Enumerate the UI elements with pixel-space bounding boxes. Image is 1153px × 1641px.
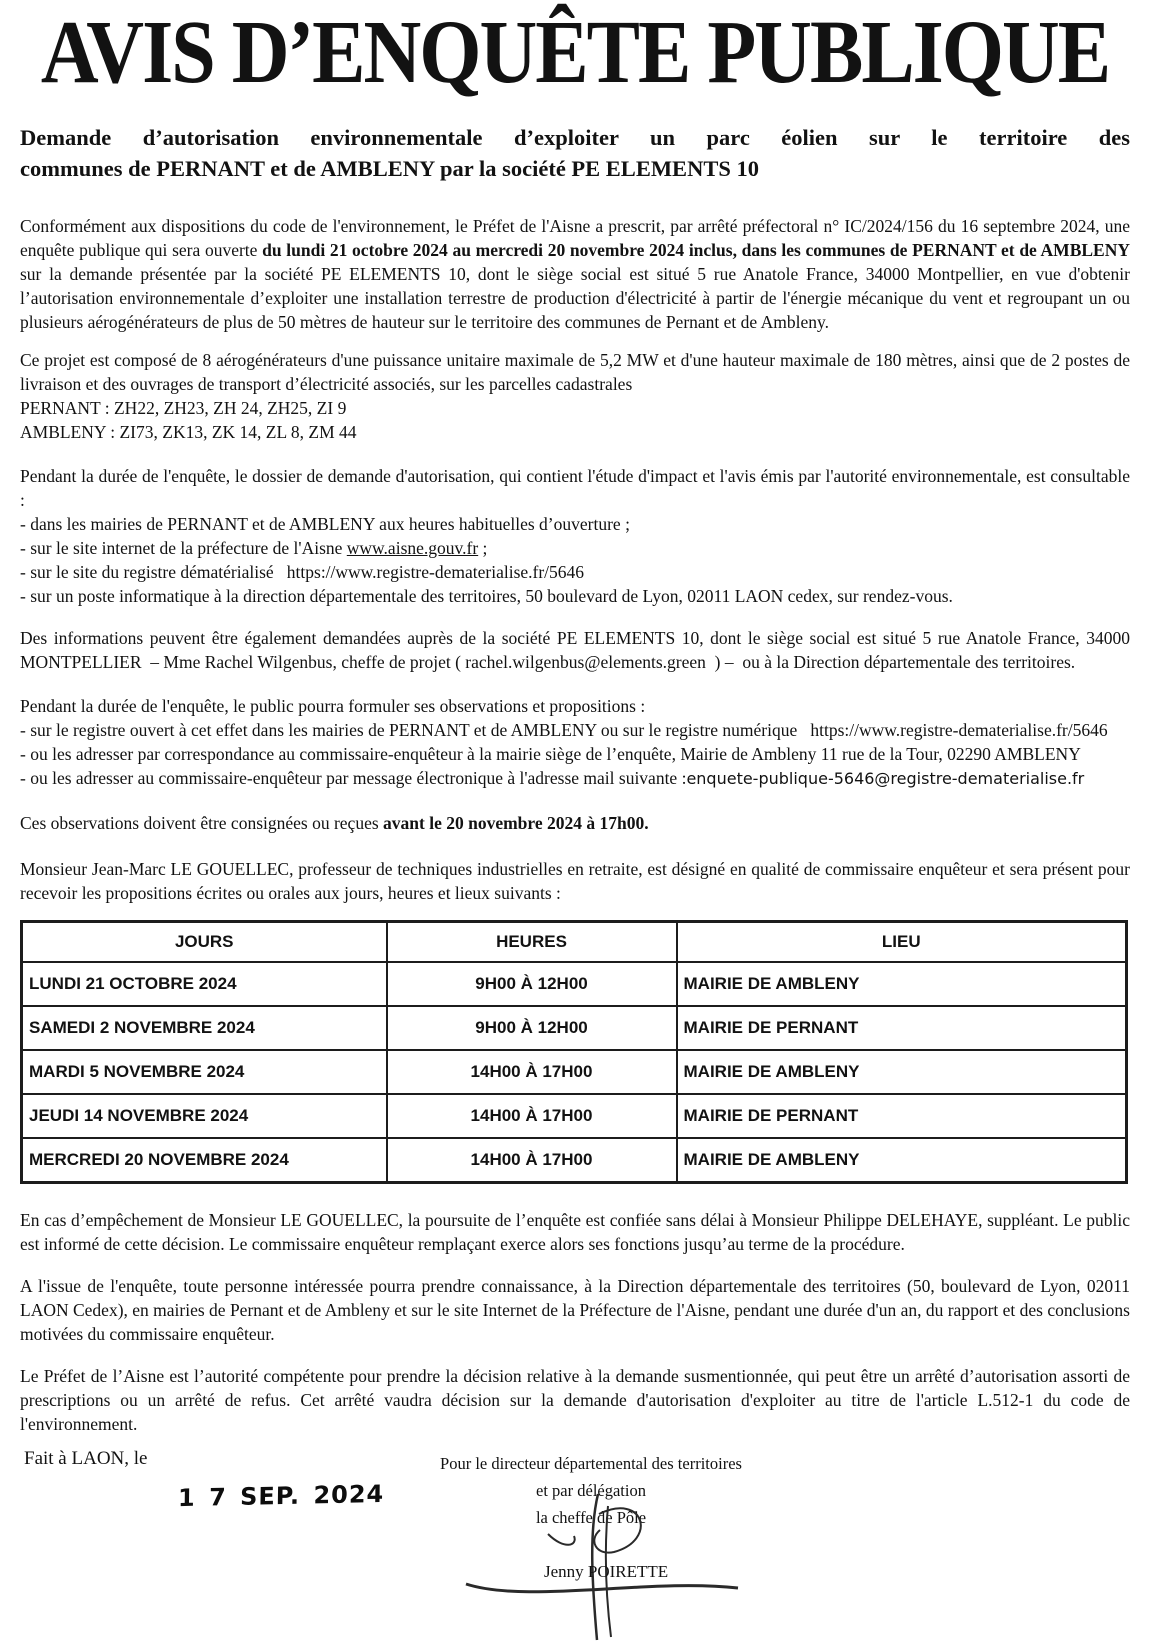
delegation-line-1: Pour le directeur départemental des territoires [440,1454,742,1473]
signer-name: Jenny POIRETTE [544,1562,669,1581]
cell-place: MAIRIE DE PERNANT [677,1094,1127,1138]
table-row [22,1094,1127,1138]
opening-dates-bold: du lundi 21 octobre 2024 au mercredi 20 novembre 2024 inclus, dans les communes de PERNANT et de AMBLENY [262,240,1130,260]
consultation-bullet-registre: - sur le site du registre dématérialisé https://www.registre-dematerialise.fr/5646 [20,562,585,582]
subtitle-line-1: Demande d’autorisation environnementale d’exploiter un parc éolien sur le territoire des [20,125,1130,150]
paragraph-project [20,348,1130,444]
column-header-jours: JOURS [22,922,387,963]
paragraph-deadline [20,811,1130,835]
cell-day: MERCREDI 20 NOVEMBRE 2024 [22,1138,387,1183]
paragraph-commissioner: Monsieur Jean-Marc LE GOUELLEC, professeur de techniques industrielles en retraite, est désigné en qualité de commissaire enquêteur et sera présent pour recevoir les propositions écrites ou orales aux jours, heures et lieux suivants : [20,859,1130,903]
cell-place: MAIRIE DE PERNANT [677,1006,1127,1050]
bullet-prefecture-text: - sur le site internet de la préfecture de l'Aisne [20,538,347,558]
deadline-text: Ces observations doivent être consignées ou reçues [20,813,384,833]
observations-bullet-email [20,766,1130,791]
deadline-date-bold: avant le 20 novembre 2024 à 17h00. [383,813,649,833]
bullet-prefecture-suffix: ; [478,538,488,558]
bullet-email-text: - ou les adresser au commissaire-enquêteur par message électronique à l'adresse mail suivante : [20,768,687,788]
cell-hours: 14H00 À 17H00 [387,1094,677,1138]
consultation-intro: Pendant la durée de l'enquête, le dossier de demande d'autorisation, qui contient l'étude d'impact et l'avis émis par l'autorité environnementale, est consultable : [20,466,1130,510]
table-header-row [22,922,1127,963]
paragraph-observations [20,694,1130,791]
cell-place: MAIRIE DE AMBLENY [677,962,1127,1006]
cell-hours: 14H00 À 17H00 [387,1050,677,1094]
cell-day: MARDI 5 NOVEMBRE 2024 [22,1050,387,1094]
opening-text-post: sur la demande présentée par la société PE ELEMENTS 10, dont le siège social est situé 5 rue Anatole France, 34000 Montpellier, en vue d'obtenir l’autorisation environnementale d’exploiter une installation terrestre de production d'électricité à partir de l'énergie mécanique du vent et regroupant un ou plusieurs aérogénérateurs de plus de 50 mètres de hauteur sur le territoire des communes de Pernant et de Ambleny. [20,264,1130,332]
notice-title: AVIS D’ENQUÊTE PUBLIQUE [40,3,1110,103]
signature-area [448,1506,748,1636]
project-parcels-pernant: PERNANT : ZH22, ZH23, ZH 24, ZH25, ZI 9 [20,398,347,418]
fait-a-laon-line: Fait à LAON, le [24,1448,148,1469]
consultation-bullet-mairies: - dans les mairies de PERNANT et de AMBLENY aux heures habituelles d’ouverture ; [20,514,630,534]
paragraph-consultation [20,464,1130,608]
cell-place: MAIRIE DE AMBLENY [677,1050,1127,1094]
project-parcels-ambleny: AMBLENY : ZI73, ZK13, ZK 14, ZL 8, ZM 44 [20,422,357,442]
observations-bullet-correspondance: - ou les adresser par correspondance au commissaire-enquêteur à la mairie siège de l’enquête, Mairie de Ambleny 11 rue de la Tour, 02290 AMBLENY [20,744,1081,764]
delegation-line-3: la cheffe de Pôle [535,1508,647,1527]
column-header-lieu: LIEU [677,922,1127,963]
project-description: Ce projet est composé de 8 aérogénérateurs d'une puissance unitaire maximale de 5,2 MW et d'une hauteur maximale de 180 mètres, ainsi que de 2 postes de livraison et des ouvrages de transport d’électricité associés, sur les parcelles cadastrales [20,350,1130,394]
enquiry-email-address: enquete-publique-5646@registre-dematerialise.fr [686,769,1085,788]
cell-hours: 14H00 À 17H00 [387,1138,677,1183]
table-row [22,1050,1127,1094]
notice-subtitle [20,122,1130,184]
paragraph-opening [20,214,1130,334]
delegation-line-2: et par délégation [536,1481,646,1500]
subtitle-line-2: communes de PERNANT et de AMBLENY par la société PE ELEMENTS 10 [20,156,759,181]
observations-bullet-registre: - sur le registre ouvert à cet effet dans les mairies de PERNANT et de AMBLENY ou sur le registre numérique https://www.registre-dematerialise.fr/5646 [20,720,1108,740]
paragraph-decision: Le Préfet de l’Aisne est l’autorité compétente pour prendre la décision relative à la demande susmentionnée, qui peut être un arrêté d’autorisation assorti de prescriptions ou un arrêté de refus. Cet arrêté vaudra décision sur la demande d'autorisation d'exploiter au titre de l'article L.512-1 du code de l'environnement. [20,1366,1130,1434]
paragraph-conclusion: A l'issue de l'enquête, toute personne intéressée pourra prendre connaissance, à la Direction départementale des territoires (50, boulevard de Lyon, 02011 LAON Cedex), en mairies de Pernant et de Ambleny et sur le site Internet de la Préfecture de l'Aisne, pendant une durée d'un an, du rapport et des conclusions motivées du commissaire enquêteur. [20,1276,1130,1344]
date-stamp: 1 7 SEP. 2024 [177,1479,385,1513]
consultation-bullet-poste: - sur un poste informatique à la direction départementale des territoires, 50 boulevard de Lyon, 02011 LAON cedex, sur rendez-vous. [20,586,953,606]
table-row [22,962,1127,1006]
cell-place: MAIRIE DE AMBLENY [677,1138,1127,1183]
paragraph-contact: Des informations peuvent être également demandées auprès de la société PE ELEMENTS 10, dont le siège social est situé 5 rue Anatole France, 34000 MONTPELLIER – Mme Rachel Wilgenbus, cheffe de projet ( rachel.wilgenbus@elements.green ) – ou à la Direction départementale des territoires. [20,628,1130,672]
cell-day: SAMEDI 2 NOVEMBRE 2024 [22,1006,387,1050]
prefecture-website-link: www.aisne.gouv.fr [346,538,479,558]
cell-day: LUNDI 21 OCTOBRE 2024 [22,962,387,1006]
observations-intro: Pendant la durée de l'enquête, le public pourra formuler ses observations et propositions : [20,696,646,716]
table-row [22,1006,1127,1050]
consultation-bullet-prefecture [20,536,1130,560]
opening-text-pre: Conformément aux dispositions du code de l'environnement, le Préfet de l'Aisne a prescrit, par arrêté préfectoral n° IC/2024/156 du 16 septembre 2024, une enquête publique qui sera ouverte [20,216,1130,260]
paragraph-replacement: En cas d’empêchement de Monsieur LE GOUELLEC, la poursuite de l’enquête est confiée sans délai à Monsieur Philippe DELEHAYE, suppléant. Le public est informé de cette décision. Le commissaire enquêteur remplaçant exerce alors ses fonctions jusqu’au terme de la procédure. [20,1210,1130,1254]
cell-hours: 9H00 À 12H00 [387,1006,677,1050]
permanence-schedule-table [20,920,1128,1184]
column-header-heures: HEURES [387,922,677,963]
cell-day: JEUDI 14 NOVEMBRE 2024 [22,1094,387,1138]
signature-block [20,1448,1130,1633]
cell-hours: 9H00 À 12H00 [387,962,677,1006]
table-row [22,1138,1127,1183]
